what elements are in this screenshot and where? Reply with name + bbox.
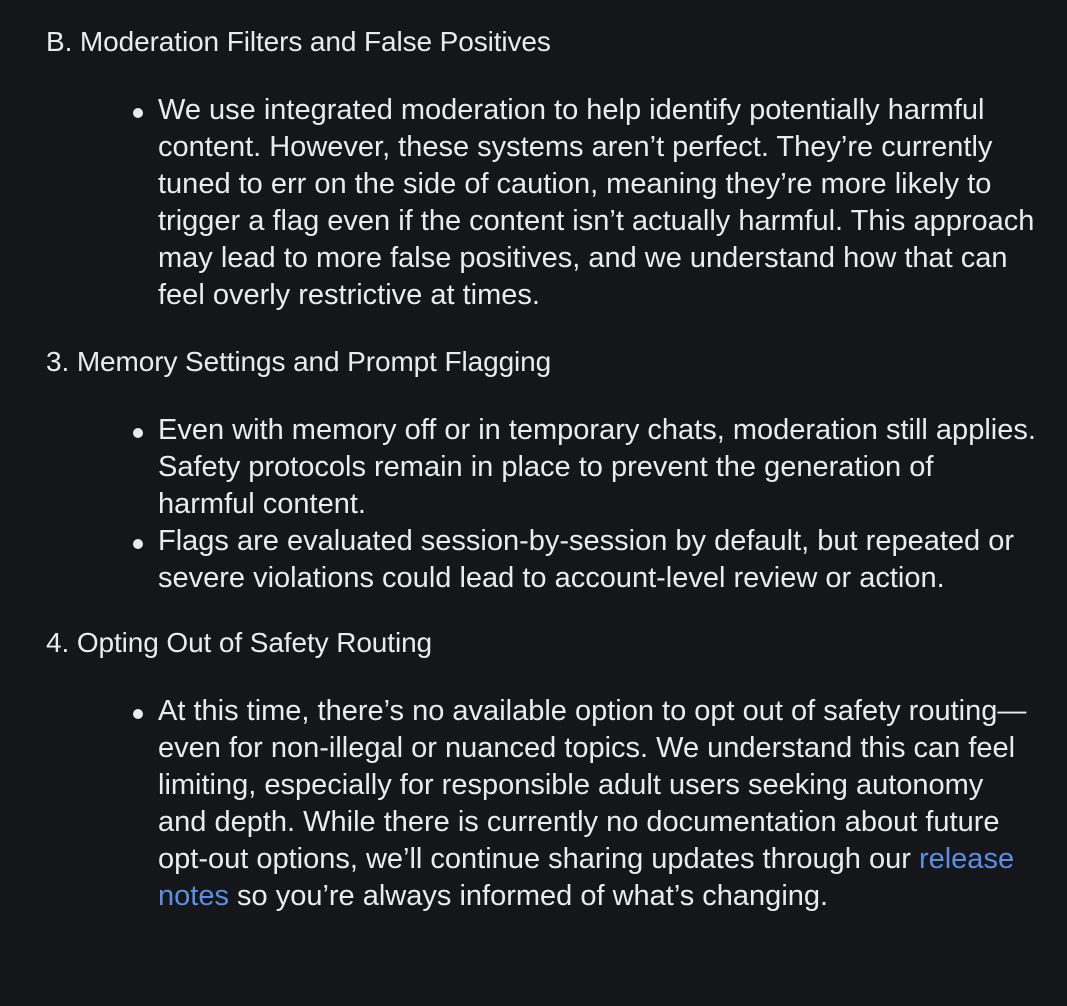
- bullet-item: We use integrated moderation to help identify potentially harmful content. However, these systems aren’t perfect. They’re currently tuned to err on the side of caution, meaning they’re more likely to trigger a flag even if the content isn’t actually harmful. This approach may lead to more false positives, and we understand how that can feel overly restrictive at times.: [158, 92, 1038, 314]
- bullet-item: [158, 693, 1038, 915]
- bullet-text-after-link: so you’re always informed of what’s changing.: [228, 880, 829, 912]
- section-memory-settings: [46, 342, 1067, 597]
- bullet-item: Even with memory off or in temporary chats, moderation still applies. Safety protocols remain in place to prevent the generation of harmful content.: [158, 412, 1038, 523]
- bullet-item: Flags are evaluated session-by-session by default, but repeated or severe violations could lead to account-level review or action.: [158, 523, 1038, 597]
- section-opting-out: [46, 623, 1067, 915]
- bullet-list: [46, 693, 1067, 915]
- release-notes-link[interactable]: release notes: [158, 843, 1015, 912]
- bullet-list: [46, 92, 1067, 314]
- section-heading: B. Moderation Filters and False Positives: [46, 26, 551, 57]
- bullet-list: [46, 412, 1067, 597]
- section-heading: 3. Memory Settings and Prompt Flagging: [46, 346, 552, 377]
- bullet-text-before-link: At this time, there’s no available option to opt out of safety routing—even for non-illegal or nuanced topics. We understand this can feel limiting, especially for responsible adult users seeking autonomy and depth. While there is currently no documentation about future opt-out options, we’ll continue sharing updates through our: [158, 695, 1027, 875]
- section-heading: 4. Opting Out of Safety Routing: [46, 627, 433, 658]
- section-moderation-filters: [46, 22, 1067, 314]
